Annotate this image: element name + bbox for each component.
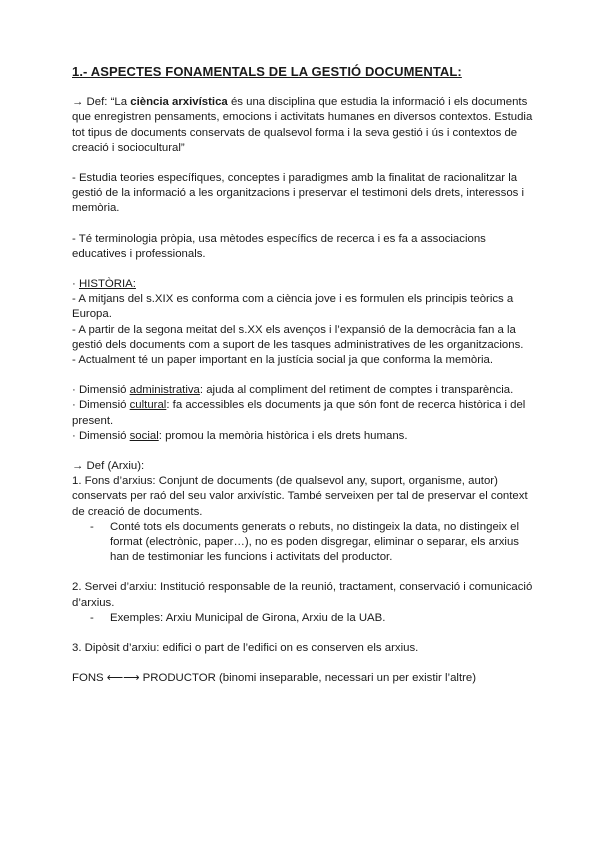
- historia-item: - A partir de la segona meitat del s.XX els avenços i l’expansió de la democràcia fan a la gestió dels documents com a suport de les tasques administratives de les organitzacions.: [72, 323, 524, 351]
- definition-prefix: → Def: “La: [72, 96, 131, 109]
- dimension-text: : ajuda al compliment del retiment de comptes i transparència.: [199, 384, 514, 397]
- diposit-arxiu: 3. Dipòsit d’arxiu: edifici o part de l’edifici on es conserven els arxius.: [72, 642, 419, 655]
- fons-arxius: 1. Fons d’arxius: Conjunt de documents (de qualsevol any, suport, organisme, autor) conservats per raó del seu valor arxivístic. També serveixen per tal de preservar el context de creació de documents.: [72, 475, 528, 518]
- paragraph-teories: - Estudia teories específiques, conceptes i paradigmes amb la finalitat de racionalitzar la gestió de la informació a les organitzacions i preservar el testimoni dels drets, interessos i memòria.: [72, 172, 525, 215]
- dimension-term: administrativa: [129, 384, 200, 397]
- paragraph-terminologia: - Té terminologia pròpia, usa mètodes específics de recerca i es fa a associacions educatives i professionals.: [72, 232, 486, 260]
- fons-subitem: [90, 520, 536, 566]
- dimension-administrativa: [72, 383, 536, 398]
- page-title: 1.- ASPECTES FONAMENTALS DE LA GESTIÓ DOCUMENTAL:: [72, 64, 462, 79]
- historia-item: - A mitjans del s.XIX es conforma com a ciència jove i es formulen els principis teòrics a Europa.: [72, 293, 514, 321]
- dimension-prefix: · Dimensió: [72, 384, 130, 397]
- historia-heading-text: HISTÒRIA:: [78, 278, 136, 291]
- dimension-prefix: · Dimensió: [72, 399, 130, 412]
- definition-arxiu: → Def (Arxiu):: [72, 460, 145, 473]
- dimension-term: social: [129, 429, 159, 442]
- servei-arxiu: 2. Servei d’arxiu: Institució responsable de la reunió, tractament, conservació i comunicació d’arxius.: [72, 581, 533, 609]
- servei-subitem: [90, 611, 536, 626]
- historia-bullet: ·: [72, 278, 79, 291]
- dimension-social: [72, 429, 536, 444]
- dimension-text: : promou la memòria històrica i els drets humans.: [158, 429, 408, 442]
- dimension-text: : fa accessibles els documents ja que són font de recerca històrica i del present.: [72, 399, 526, 427]
- historia-item: - Actualment té un paper important en la justícia social ja que conforma la memòria.: [72, 354, 494, 367]
- historia-heading: [72, 277, 536, 292]
- fons-productor: FONS ⟵⟶ PRODUCTOR (binomi inseparable, necessari un per existir l’altre): [72, 672, 477, 685]
- dash-bullet: -: [90, 611, 94, 624]
- dimension-term: cultural: [129, 399, 167, 412]
- definition-ciencia-arxivistica: [72, 95, 536, 156]
- dash-bullet: -: [90, 520, 94, 533]
- dimension-prefix: · Dimensió: [72, 429, 130, 442]
- definition-text: és una disciplina que estudia la informació i els documents que enregistren pensaments, emocions i activitats humanes en diversos contextos. Estudia tot tipus de documents conservats de qualsevol forma i la seva gestió i ús i contextos de creació i sociocultural”: [72, 96, 533, 154]
- document-page: [72, 64, 536, 687]
- servei-subitem-text: Exemples: Arxiu Municipal de Girona, Arxiu de la UAB.: [110, 611, 386, 624]
- fons-subitem-text: Conté tots els documents generats o rebuts, no distingeix la data, no distingeix el format (electrònic, paper…), no es poden disgregar, eliminar o separar, els arxius han de testimoniar les funcions i activitats del productor.: [110, 520, 520, 564]
- definition-term: ciència arxivística: [130, 96, 228, 109]
- dimension-cultural: [72, 398, 536, 428]
